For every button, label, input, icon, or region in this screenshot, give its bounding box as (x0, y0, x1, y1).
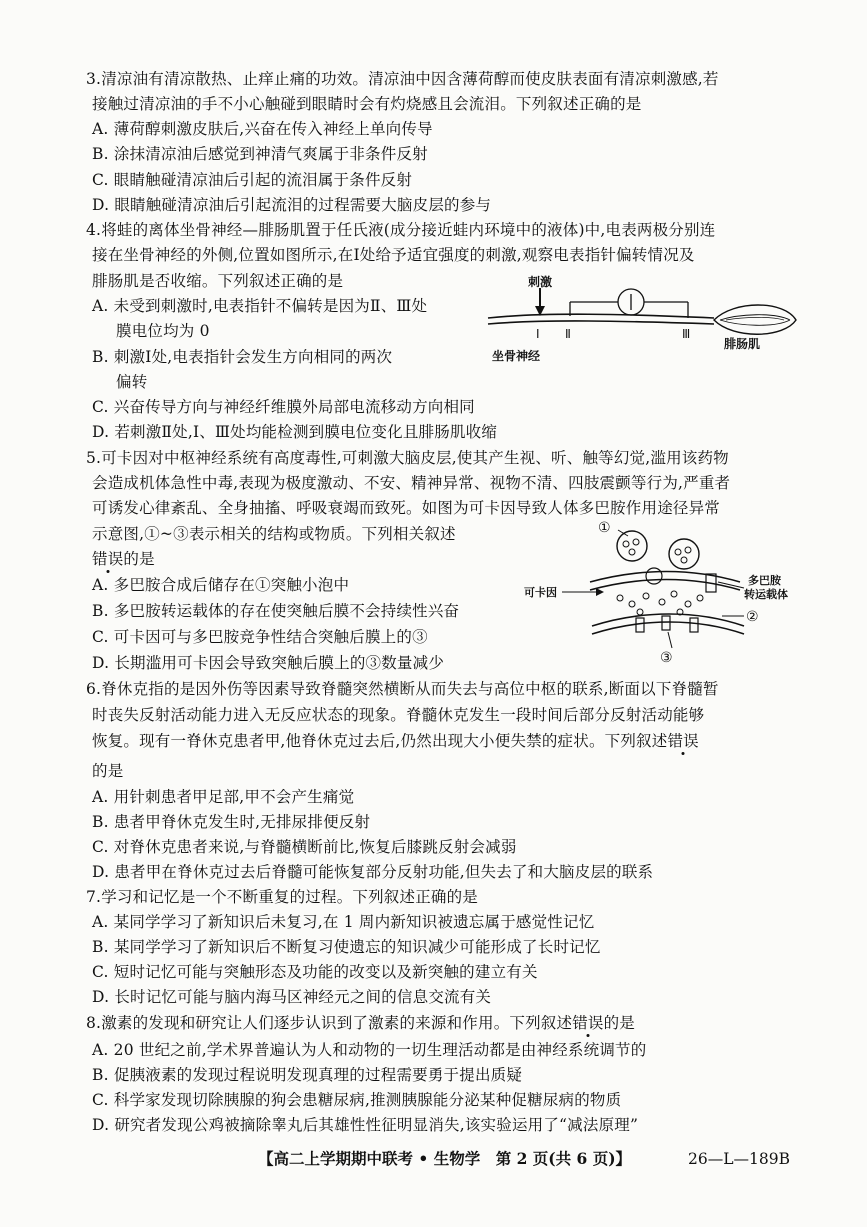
q3-stem-line-2: 接触过清凉油的手不小心触碰到眼睛时会有灼烧感且会流泪。下列叙述正确的是 (92, 95, 642, 113)
label-site-3: Ⅲ (682, 327, 691, 341)
q3-stem-line-1: 3.清凉油有清凉散热、止痒止痛的功效。清凉油中因含薄荷醇而使皮肤表面有清凉刺激感,若 (86, 70, 719, 88)
q8-stem-text: 8.激素的发现和研究让人们逐步认识到了激素的来源和作用。下列叙述 (86, 1014, 573, 1032)
q6-stem-line-3 (92, 730, 699, 752)
q6-stem-line-1: 6.脊休克指的是因外伤等因素导致脊髓突然横断从而失去与高位中枢的联系,断面以下脊髓暂 (86, 680, 719, 698)
emphasis-word: 错误 (572, 1014, 604, 1032)
q3-option-b: B. 涂抹清凉油后感觉到神清气爽属于非条件反射 (92, 145, 428, 163)
q7-option-d: D. 长时记忆可能与脑内海马区神经元之间的信息交流有关 (92, 988, 492, 1006)
q5-option-b: B. 多巴胺转运载体的存在使突触后膜不会持续性兴奋 (92, 602, 460, 620)
q5-stem-line-1: 5.可卡因对中枢神经系统有高度毒性,可刺激大脑皮层,使其产生视、听、触等幻觉,滥用该药物 (86, 449, 729, 467)
q4-option-a-line-1: A. 未受到刺激时,电表指针不偏转是因为Ⅱ、Ⅲ处 (92, 297, 428, 315)
q7-stem: 7.学习和记忆是一个不断重复的过程。下列叙述正确的是 (86, 888, 478, 906)
exam-code: 26—L—189B (688, 1150, 790, 1168)
q6-option-c: C. 对脊休克患者来说,与脊髓横断前比,恢复后膝跳反射会减弱 (92, 838, 517, 856)
label-transporter-line-2: 转运载体 (744, 588, 788, 601)
q5-option-a: A. 多巴胺合成后储存在①突触小泡中 (92, 576, 350, 594)
emphasis-word: 错误 (92, 550, 124, 568)
q5-stem-line-4: 示意图,①~③表示相关的结构或物质。下列相关叙述 (92, 525, 456, 543)
label-structure-3: ③ (660, 650, 673, 666)
q8-stem (86, 1012, 635, 1034)
q4-option-d: D. 若刺激Ⅱ处,Ⅰ、Ⅲ处均能检测到膜电位变化且腓肠肌收缩 (92, 423, 498, 441)
q5-stem-line-3: 可诱发心律紊乱、全身抽搐、呼吸衰竭而致死。如图为可卡因导致人体多巴胺作用途径异常 (92, 499, 721, 517)
label-stimulus: 刺激 (528, 275, 553, 289)
q4-option-a-line-2: 膜电位均为 0 (116, 322, 210, 340)
label-sciatic-nerve: 坐骨神经 (492, 349, 541, 363)
q7-option-a: A. 某同学学习了新知识后未复习,在 1 周内新知识被遗忘属于感觉性记忆 (92, 913, 595, 931)
q8-option-b: B. 促胰液素的发现过程说明发现真理的过程需要勇于提出质疑 (92, 1066, 523, 1084)
footer-title: 【高二上学期期中联考 • 生物学 第 2 页(共 6 页)】 (258, 1149, 632, 1168)
q4-option-b-line-1: B. 刺激Ⅰ处,电表指针会发生方向相同的两次 (92, 348, 393, 366)
q6-stem-line-2: 时丧失反射活动能力进入无反应状态的现象。脊髓休克发生一段时间后部分反射活动能够 (92, 706, 705, 724)
q7-option-c: C. 短时记忆可能与突触形态及功能的改变以及新突触的建立有关 (92, 963, 538, 981)
label-site-2: Ⅱ (565, 327, 571, 341)
label-cocaine: 可卡因 (524, 586, 557, 599)
q6-option-d: D. 患者甲在脊休克过去后脊髓可能恢复部分反射功能,但失去了和大脑皮层的联系 (92, 863, 654, 881)
q6-option-a: A. 用针刺患者甲足部,甲不会产生痛觉 (92, 788, 355, 806)
q6-option-b: B. 患者甲脊休克发生时,无排尿排便反射 (92, 813, 371, 831)
emphasis-word: 错误 (667, 732, 699, 750)
q5-stem-line-5 (92, 548, 155, 570)
q8-option-a: A. 20 世纪之前,学术界普遍认为人和动物的一切生理活动都是由神经系统调节的 (92, 1041, 647, 1059)
nerve-muscle-figure (484, 274, 804, 370)
q8-option-c: C. 科学家发现切除胰腺的狗会患糖尿病,推测胰腺能分泌某种促糖尿病的物质 (92, 1091, 622, 1109)
synapse-figure (522, 518, 802, 668)
label-structure-1: ① (598, 520, 611, 536)
q7-option-b: B. 某同学学习了新知识后不断复习使遗忘的知识减少可能形成了长时记忆 (92, 938, 601, 956)
q6-stem-line-3-text: 恢复。现有一脊休克患者甲,他脊休克过去后,仍然出现大小便失禁的症状。下列叙述 (92, 732, 668, 750)
q3-option-d: D. 眼睛触碰清凉油后引起流泪的过程需要大脑皮层的参与 (92, 196, 492, 214)
page-footer (258, 1148, 858, 1170)
label-structure-2: ② (746, 609, 759, 625)
q5-option-c: C. 可卡因可与多巴胺竞争性结合突触后膜上的③ (92, 628, 428, 646)
label-site-1: Ⅰ (536, 327, 540, 341)
q5-stem-tail: 的是 (123, 550, 155, 568)
q5-stem-line-2: 会造成机体急性中毒,表现为极度激动、不安、精神异常、视物不清、四肢震颤等行为,严重者 (92, 474, 731, 492)
label-gastrocnemius: 腓肠肌 (724, 337, 761, 351)
q3-option-c: C. 眼睛触碰清凉油后引起的流泪属于条件反射 (92, 171, 413, 189)
q4-stem-line-3: 腓肠肌是否收缩。下列叙述正确的是 (92, 272, 344, 290)
q5-option-d: D. 长期滥用可卡因会导致突触后膜上的③数量减少 (92, 654, 445, 672)
label-transporter-line-1: 多巴胺 (748, 574, 781, 587)
q4-option-c: C. 兴奋传导方向与神经纤维膜外局部电流移动方向相同 (92, 398, 475, 416)
q8-stem-tail: 的是 (603, 1014, 636, 1032)
q4-stem-line-1: 4.将蛙的离体坐骨神经—腓肠肌置于任氏液(成分接近蛙内环境中的液体)中,电表两极分别连 (86, 221, 716, 239)
q6-stem-line-4: 的是 (92, 762, 124, 780)
q8-option-d: D. 研究者发现公鸡被摘除睾丸后其雄性性征明显消失,该实验运用了“减法原理” (92, 1116, 639, 1134)
q4-stem-line-2: 接在坐骨神经的外侧,位置如图所示,在Ⅰ处给予适宜强度的刺激,观察电表指针偏转情况及 (92, 246, 695, 264)
q4-option-b-line-2: 偏转 (116, 373, 148, 391)
q3-option-a: A. 薄荷醇刺激皮肤后,兴奋在传入神经上单向传导 (92, 120, 433, 138)
